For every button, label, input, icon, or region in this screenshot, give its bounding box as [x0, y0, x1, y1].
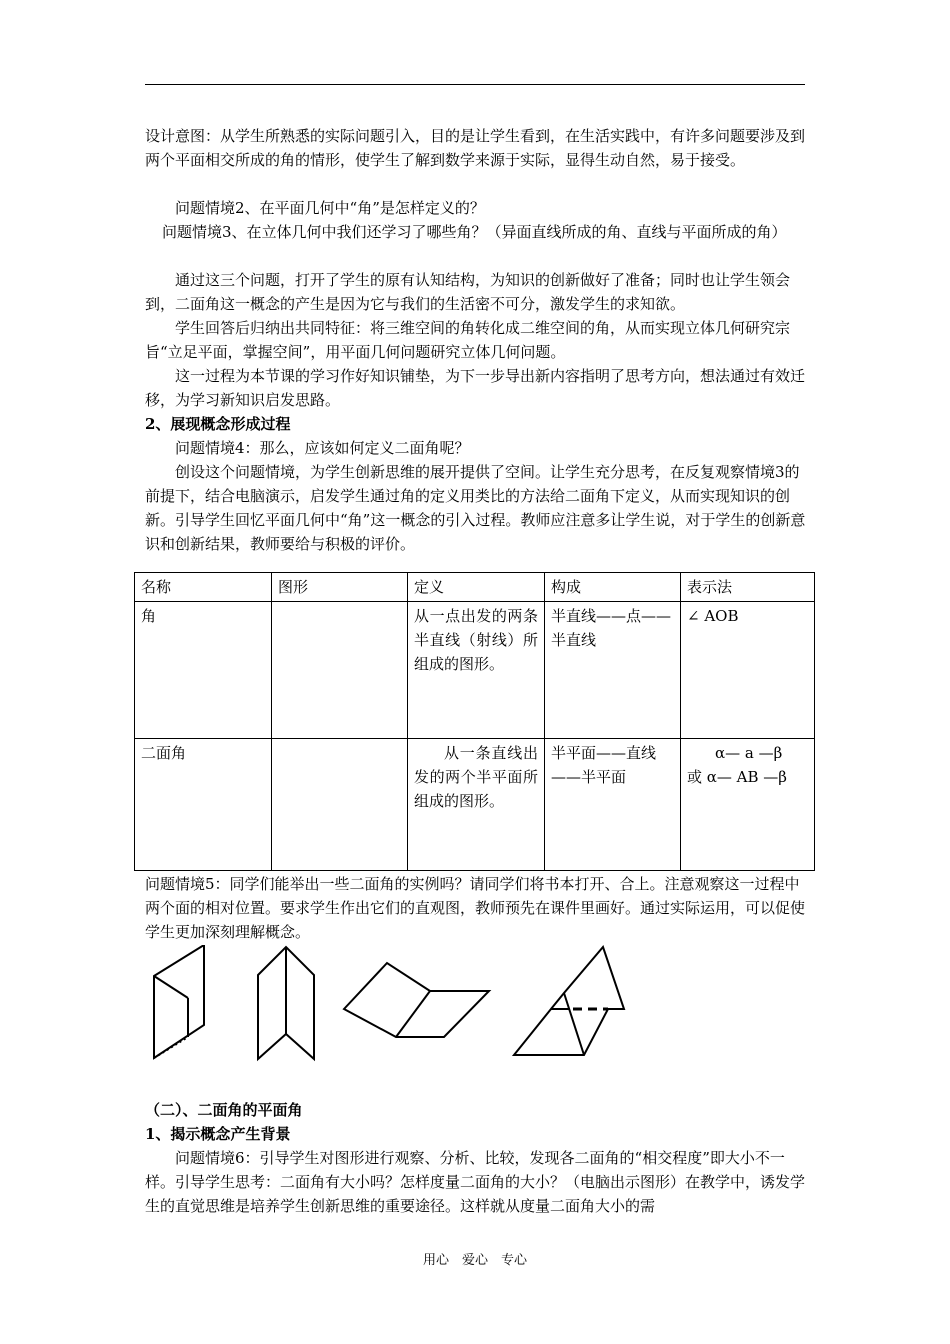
table-row — [135, 739, 815, 871]
table-row — [135, 602, 815, 739]
dihedral-figure-open-book — [258, 947, 314, 1059]
section-heading-ii: （二）、二面角的平面角 — [145, 1101, 303, 1119]
dihedral-figure-folded-plane — [344, 963, 489, 1037]
header-composition: 构成 — [545, 573, 681, 602]
page-footer: 用心 爱心 专心 — [422, 1253, 527, 1268]
process-paragraph: 这一过程为本节课的学习作好知识铺垫，为下一步导出新内容指明了思考方向，想法通过有效迁移，为学习新知识启发思路。 — [145, 367, 806, 409]
definition-table — [134, 572, 815, 871]
notation-line-2: 或 α— AB —β — [687, 768, 787, 786]
cell-definition: 从一点出发的两条半直线（射线）所组成的图形。 — [408, 602, 545, 739]
cell-name: 角 — [135, 602, 272, 739]
problem-5-paragraph: 问题情境5：同学们能举出一些二面角的实例吗？请同学们将书本打开、合上。注意观察这一过程中两个面的相对位置。要求学生作出它们的直观图，教师预先在课件里画好。通过实际运用，可以促使学生更加深刻理解概念。 — [145, 875, 806, 941]
cell-figure — [272, 602, 408, 739]
cell-composition: 半平面——直线——半平面 — [545, 739, 681, 871]
cell-notation — [681, 739, 815, 871]
cell-notation: ∠ AOB — [681, 602, 815, 739]
notation-line-1: α— a —β — [715, 744, 783, 762]
problem-3-paragraph: 问题情境3、在立体几何中我们还学习了哪些角？（异面直线所成的角、直线与平面所成的角） — [162, 223, 787, 241]
cell-definition: 从一条直线出发的两个半平面所组成的图形。 — [408, 739, 545, 871]
cell-figure — [272, 739, 408, 871]
section-heading-2: 2、展现概念形成过程 — [145, 415, 291, 433]
header-name: 名称 — [135, 573, 272, 602]
dihedral-figures — [140, 945, 640, 1070]
scenario-paragraph: 创设这个问题情境，为学生创新思维的展开提供了空间。让学生充分思考，在反复观察情境3的前提下，结合电脑演示，启发学生通过角的定义用类比的方法给二面角下定义，从而实现知识的创新。引导学生回忆平面几何中“角”这一概念的引入过程。教师应注意多让学生说，对于学生的创新意识和创新结果，教师要给与积极的评价。 — [145, 463, 806, 553]
problem-4-paragraph: 问题情境4：那么，应该如何定义二面角呢？ — [175, 439, 470, 457]
dihedral-figure-vertical — [154, 945, 204, 1058]
header-figure: 图形 — [272, 573, 408, 602]
header-notation: 表示法 — [681, 573, 815, 602]
section-heading-1: 1、揭示概念产生背景 — [145, 1125, 291, 1143]
problem-2-paragraph: 问题情境2、在平面几何中“角”是怎样定义的？ — [175, 199, 485, 217]
table-header-row — [135, 573, 815, 602]
header-rule — [145, 84, 805, 85]
dihedral-figure-plane-angle — [514, 947, 624, 1055]
problem-6-paragraph: 问题情境6：引导学生对图形进行观察、分析、比较，发现各二面角的“相交程度”即大小不一样。引导学生思考：二面角有大小吗？怎样度量二面角的大小？（电脑出示图形）在教学中，诱发学生的直觉思维是培养学生创新思维的重要途径。这样就从度量二面角大小的需 — [145, 1149, 806, 1215]
cell-name: 二面角 — [135, 739, 272, 871]
design-intent-paragraph: 设计意图：从学生所熟悉的实际问题引入，目的是让学生看到，在生活实践中，有许多问题要涉及到两个平面相交所成的角的情形，使学生了解到数学来源于实际，显得生动自然，易于接受。 — [145, 127, 806, 169]
header-definition: 定义 — [408, 573, 545, 602]
summary-paragraph: 通过这三个问题，打开了学生的原有认知结构，为知识的创新做好了准备；同时也让学生领会到，二面角这一概念的产生是因为它与我们的生活密不可分，激发学生的求知欲。 — [145, 271, 791, 313]
common-feature-paragraph: 学生回答后归纳出共同特征：将三维空间的角转化成二维空间的角，从而实现立体几何研究宗旨“立足平面，掌握空间”，用平面几何问题研究立体几何问题。 — [145, 319, 791, 361]
cell-composition: 半直线——点——半直线 — [545, 602, 681, 739]
